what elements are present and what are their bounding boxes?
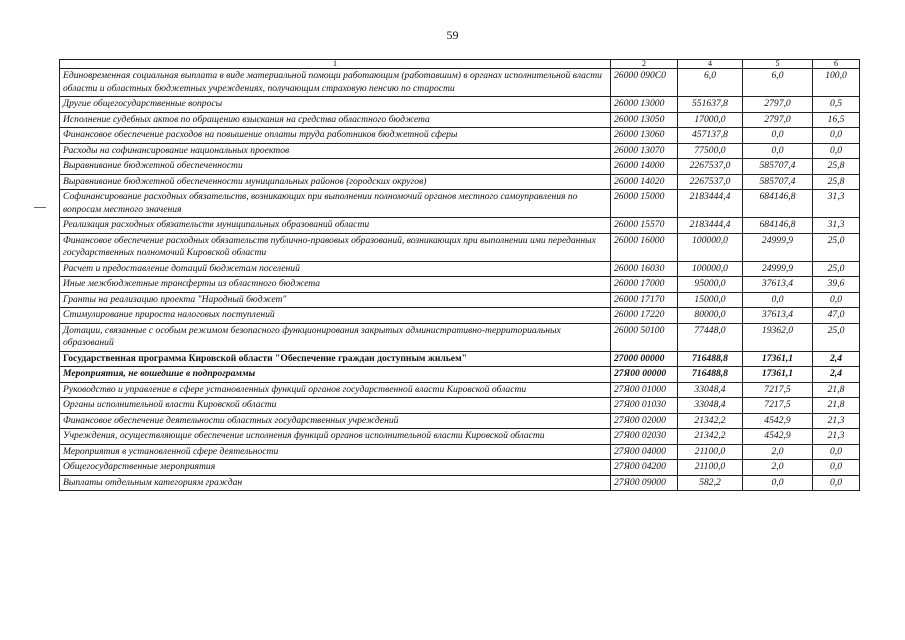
table-row [60, 429, 860, 445]
row-code: 26000 16030 [611, 261, 678, 277]
row-actual-value: 37613,4 [743, 308, 813, 324]
row-name: Финансовое обеспечение деятельности областных государственных учреждений [60, 413, 611, 429]
row-code: 26000 13050 [611, 112, 678, 128]
row-actual-value: 2,0 [743, 444, 813, 460]
row-percent: 2,4 [813, 351, 860, 367]
budget-table [59, 59, 860, 491]
row-percent: 100,0 [813, 69, 860, 97]
row-name: Выплаты отдельным категориям граждан [60, 475, 611, 491]
row-plan-value: 2267537,0 [678, 174, 743, 190]
table-row [60, 159, 860, 175]
page-number: 59 [446, 28, 459, 42]
row-actual-value: 2,0 [743, 460, 813, 476]
table-row [60, 292, 860, 308]
row-code: 26000 13070 [611, 143, 678, 159]
row-percent: 21,8 [813, 398, 860, 414]
row-actual-value: 7217,5 [743, 398, 813, 414]
row-code: 27Я00 01030 [611, 398, 678, 414]
table-row [60, 382, 860, 398]
row-percent: 0,0 [813, 444, 860, 460]
row-percent: 21,8 [813, 382, 860, 398]
table-row [60, 460, 860, 476]
row-plan-value: 2183444,4 [678, 190, 743, 218]
row-percent: 25,0 [813, 323, 860, 351]
table-row [60, 112, 860, 128]
row-code: 26000 16000 [611, 233, 678, 261]
row-plan-value: 21342,2 [678, 429, 743, 445]
table-row [60, 277, 860, 293]
row-code: 26000 14000 [611, 159, 678, 175]
row-name: Расчет и предоставление дотаций бюджетам поселений [60, 261, 611, 277]
row-percent: 0,0 [813, 475, 860, 491]
row-name: Исполнение судебных актов по обращению взыскания на средства областного бюджета [60, 112, 611, 128]
header-col-4: 4 [678, 60, 743, 69]
row-actual-value: 17361,1 [743, 351, 813, 367]
row-plan-value: 17000,0 [678, 112, 743, 128]
row-name: Расходы на софинансирование национальных проектов [60, 143, 611, 159]
row-plan-value: 100000,0 [678, 233, 743, 261]
row-actual-value: 585707,4 [743, 174, 813, 190]
row-percent: 25,0 [813, 261, 860, 277]
row-plan-value: 2183444,4 [678, 218, 743, 234]
row-percent: 21,3 [813, 429, 860, 445]
row-percent: 31,3 [813, 218, 860, 234]
row-name: Общегосударственные мероприятия [60, 460, 611, 476]
row-percent: 39,6 [813, 277, 860, 293]
row-percent: 25,8 [813, 159, 860, 175]
row-plan-value: 80000,0 [678, 308, 743, 324]
row-plan-value: 21342,2 [678, 413, 743, 429]
row-actual-value: 17361,1 [743, 367, 813, 383]
row-code: 27Я00 00000 [611, 367, 678, 383]
row-name: Финансовое обеспечение расходов на повышение оплаты труда работников бюджетной сферы [60, 128, 611, 144]
row-actual-value: 24999,9 [743, 233, 813, 261]
row-name: Государственная программа Кировской области "Обеспечение граждан доступным жильем" [60, 351, 611, 367]
row-name: Выравнивание бюджетной обеспеченности [60, 159, 611, 175]
row-plan-value: 15000,0 [678, 292, 743, 308]
row-code: 26000 15570 [611, 218, 678, 234]
table-row [60, 323, 860, 351]
row-plan-value: 2267537,0 [678, 159, 743, 175]
table-row [60, 128, 860, 144]
row-actual-value: 7217,5 [743, 382, 813, 398]
row-percent: 0,0 [813, 292, 860, 308]
row-actual-value: 24999,9 [743, 261, 813, 277]
table-row [60, 69, 860, 97]
row-percent: 0,5 [813, 97, 860, 113]
row-plan-value: 21100,0 [678, 444, 743, 460]
row-plan-value: 716488,8 [678, 351, 743, 367]
row-actual-value: 0,0 [743, 292, 813, 308]
row-code: 27000 00000 [611, 351, 678, 367]
row-code: 26000 14020 [611, 174, 678, 190]
table-row [60, 143, 860, 159]
row-code: 27Я00 04000 [611, 444, 678, 460]
row-name: Софинансирование расходных обязательств, возникающих при выполнении полномочий органов местного самоуправления по вопросам местного значения [60, 190, 611, 218]
table-row [60, 367, 860, 383]
row-code: 27Я00 02030 [611, 429, 678, 445]
row-percent: 47,0 [813, 308, 860, 324]
row-code: 26000 17220 [611, 308, 678, 324]
table-row [60, 174, 860, 190]
row-plan-value: 716488,8 [678, 367, 743, 383]
row-actual-value: 2797,0 [743, 112, 813, 128]
row-code: 26000 13060 [611, 128, 678, 144]
row-code: 26000 17170 [611, 292, 678, 308]
table-row [60, 444, 860, 460]
row-actual-value: 0,0 [743, 143, 813, 159]
row-name: Реализация расходных обязательств муниципальных образований области [60, 218, 611, 234]
header-col-5: 5 [743, 60, 813, 69]
row-actual-value: 0,0 [743, 128, 813, 144]
row-code: 27Я00 01000 [611, 382, 678, 398]
row-code: 27Я00 02000 [611, 413, 678, 429]
row-percent: 21,3 [813, 413, 860, 429]
row-percent: 16,5 [813, 112, 860, 128]
row-plan-value: 33048,4 [678, 398, 743, 414]
row-actual-value: 6,0 [743, 69, 813, 97]
row-actual-value: 4542,9 [743, 413, 813, 429]
row-name: Мероприятия, не вошедшие в подпрограммы [60, 367, 611, 383]
table-header [60, 60, 860, 69]
row-percent: 0,0 [813, 143, 860, 159]
row-name: Стимулирование прироста налоговых поступлений [60, 308, 611, 324]
row-code: 26000 17000 [611, 277, 678, 293]
row-name: Учреждения, осуществляющие обеспечение исполнения функций органов исполнительной власти Кировской области [60, 429, 611, 445]
row-code: 26000 50100 [611, 323, 678, 351]
row-name: Финансовое обеспечение расходных обязательств публично-правовых образований, возникающих при выполнении ими переданных государственных полномочий Кировской области [60, 233, 611, 261]
row-percent: 0,0 [813, 460, 860, 476]
row-name: Мероприятия в установленной сфере деятельности [60, 444, 611, 460]
row-actual-value: 585707,4 [743, 159, 813, 175]
table-row [60, 261, 860, 277]
row-actual-value: 2797,0 [743, 97, 813, 113]
row-plan-value: 77500,0 [678, 143, 743, 159]
header-col-1: 1 [60, 60, 611, 69]
row-code: 27Я00 09000 [611, 475, 678, 491]
row-percent: 2,4 [813, 367, 860, 383]
row-actual-value: 4542,9 [743, 429, 813, 445]
table-row [60, 308, 860, 324]
row-code: 26000 15000 [611, 190, 678, 218]
row-name: Выравнивание бюджетной обеспеченности муниципальных районов (городских округов) [60, 174, 611, 190]
row-actual-value: 684146,8 [743, 190, 813, 218]
row-actual-value: 684146,8 [743, 218, 813, 234]
table-row [60, 475, 860, 491]
row-code: 27Я00 04200 [611, 460, 678, 476]
margin-mark [34, 207, 46, 208]
row-plan-value: 33048,4 [678, 382, 743, 398]
header-col-6: 6 [813, 60, 860, 69]
row-actual-value: 0,0 [743, 475, 813, 491]
row-plan-value: 100000,0 [678, 261, 743, 277]
row-actual-value: 19362,0 [743, 323, 813, 351]
row-name: Гранты на реализацию проекта "Народный бюджет" [60, 292, 611, 308]
row-name: Иные межбюджетные трансферты из областного бюджета [60, 277, 611, 293]
row-plan-value: 457137,8 [678, 128, 743, 144]
table-row [60, 190, 860, 218]
row-plan-value: 6,0 [678, 69, 743, 97]
row-percent: 0,0 [813, 128, 860, 144]
row-name: Руководство и управление в сфере установленных функций органов государственной власти Кировской области [60, 382, 611, 398]
table-row [60, 233, 860, 261]
row-percent: 25,0 [813, 233, 860, 261]
row-name: Дотации, связанные с особым режимом безопасного функционирования закрытых административно-территориальных образований [60, 323, 611, 351]
table-row [60, 351, 860, 367]
row-plan-value: 551637,8 [678, 97, 743, 113]
row-percent: 31,3 [813, 190, 860, 218]
table-body [60, 69, 860, 491]
row-name: Другие общегосударственные вопросы [60, 97, 611, 113]
row-name: Органы исполнительной власти Кировской области [60, 398, 611, 414]
table-row [60, 398, 860, 414]
table-row [60, 413, 860, 429]
header-col-2: 2 [611, 60, 678, 69]
row-code: 26000 090С0 [611, 69, 678, 97]
table-row [60, 218, 860, 234]
row-name: Единовременная социальная выплата в виде материальной помощи работающим (работавшим) в органах исполнительной власти области и областных бюджетных учреждениях, получающим страховую пенсию по старости [60, 69, 611, 97]
row-percent: 25,8 [813, 174, 860, 190]
row-plan-value: 21100,0 [678, 460, 743, 476]
row-plan-value: 582,2 [678, 475, 743, 491]
row-plan-value: 95000,0 [678, 277, 743, 293]
table-row [60, 97, 860, 113]
row-code: 26000 13000 [611, 97, 678, 113]
row-actual-value: 37613,4 [743, 277, 813, 293]
row-plan-value: 77448,0 [678, 323, 743, 351]
